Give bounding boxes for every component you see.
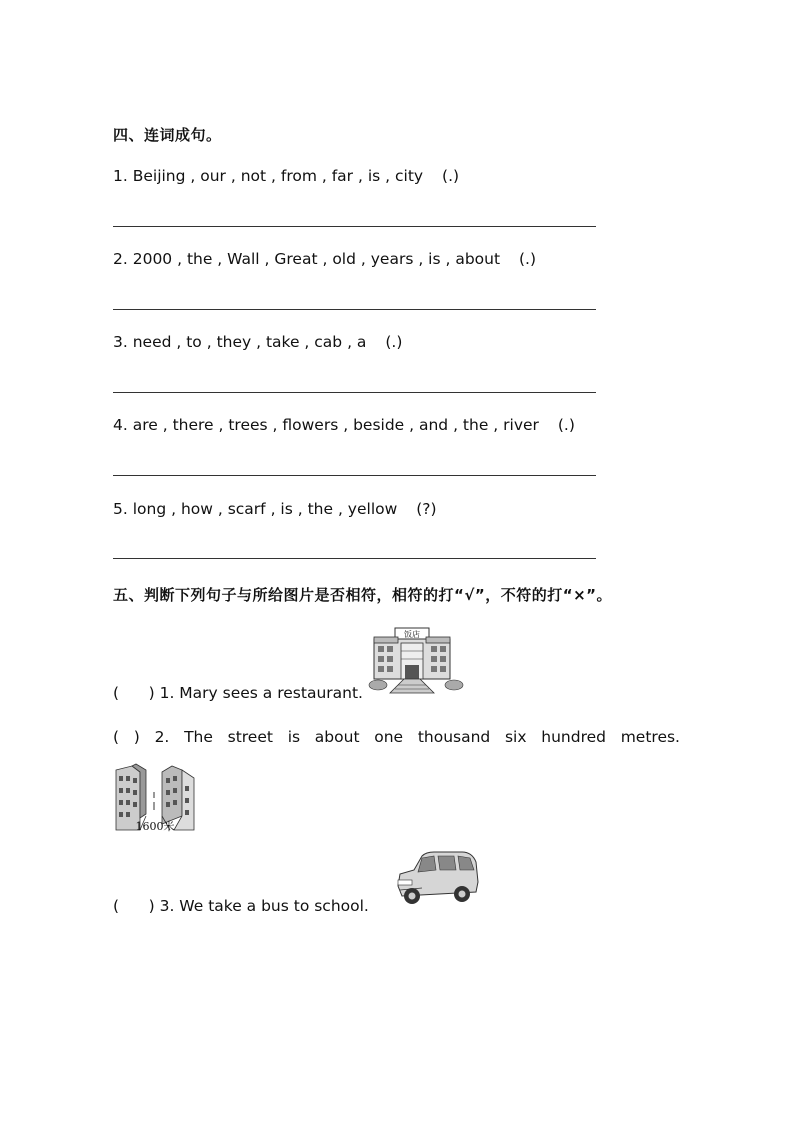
answer-line-2[interactable] (113, 309, 596, 310)
judge-item-2-word: street (227, 728, 273, 746)
question-2 (113, 250, 536, 268)
answer-line-4[interactable] (113, 475, 596, 476)
question-5-punct: (?) (416, 500, 437, 518)
answer-line-1[interactable] (113, 226, 596, 227)
question-2-punct: (.) (519, 250, 537, 268)
question-3-punct: (.) (385, 333, 403, 351)
judge-item-3 (113, 897, 369, 915)
judge-item-2-word: The (184, 728, 213, 746)
section-4-title: 四、连词成句。 (113, 126, 222, 144)
judge-item-2-word: thousand (417, 728, 491, 746)
judge-item-2-word: six (504, 728, 527, 746)
answer-paren-3[interactable]: ( ) (113, 897, 155, 915)
question-3 (113, 333, 402, 351)
judge-item-2-word: one (374, 728, 404, 746)
question-3-words: 3. need , to , they , take , cab , a (113, 333, 367, 351)
judge-item-2-word: hundred (541, 728, 606, 746)
restaurant-sign-text: 饭店 (404, 630, 420, 639)
answer-paren-2-close[interactable]: ) (133, 728, 140, 746)
answer-line-5[interactable] (113, 558, 596, 559)
judge-item-2-word: about (314, 728, 360, 746)
question-1-words: 1. Beijing , our , not , from , far , is , city (113, 167, 424, 185)
question-4 (113, 416, 575, 434)
judge-item-1 (113, 684, 363, 702)
judge-item-2-word: 2. (154, 728, 170, 746)
distance-caption: 1600米 (135, 820, 175, 833)
section-5-title: 五、判断下列句子与所给图片是否相符，相符的打“√”，不符的打“×”。 (113, 586, 613, 604)
judge-item-2 (113, 728, 680, 746)
judge-item-1-text: 1. Mary sees a restaurant. (159, 684, 363, 702)
street-buildings-icon (114, 764, 196, 834)
question-5 (113, 500, 437, 518)
question-1 (113, 167, 459, 185)
question-1-punct: (.) (442, 167, 460, 185)
question-5-words: 5. long , how , scarf , is , the , yellow (113, 500, 398, 518)
question-4-words: 4. are , there , trees , flowers , beside , and , the , river (113, 416, 539, 434)
car-icon (392, 846, 480, 908)
question-4-punct: (.) (557, 416, 575, 434)
judge-item-2-word: metres. (620, 728, 680, 746)
question-2-words: 2. 2000 , the , Wall , Great , old , years , is , about (113, 250, 501, 268)
judge-item-2-word: is (287, 728, 301, 746)
restaurant-building-icon (368, 625, 464, 695)
answer-paren-1[interactable]: ( ) (113, 684, 155, 702)
answer-paren-2-open[interactable]: ( (113, 728, 120, 746)
judge-item-3-text: 3. We take a bus to school. (159, 897, 369, 915)
answer-line-3[interactable] (113, 392, 596, 393)
